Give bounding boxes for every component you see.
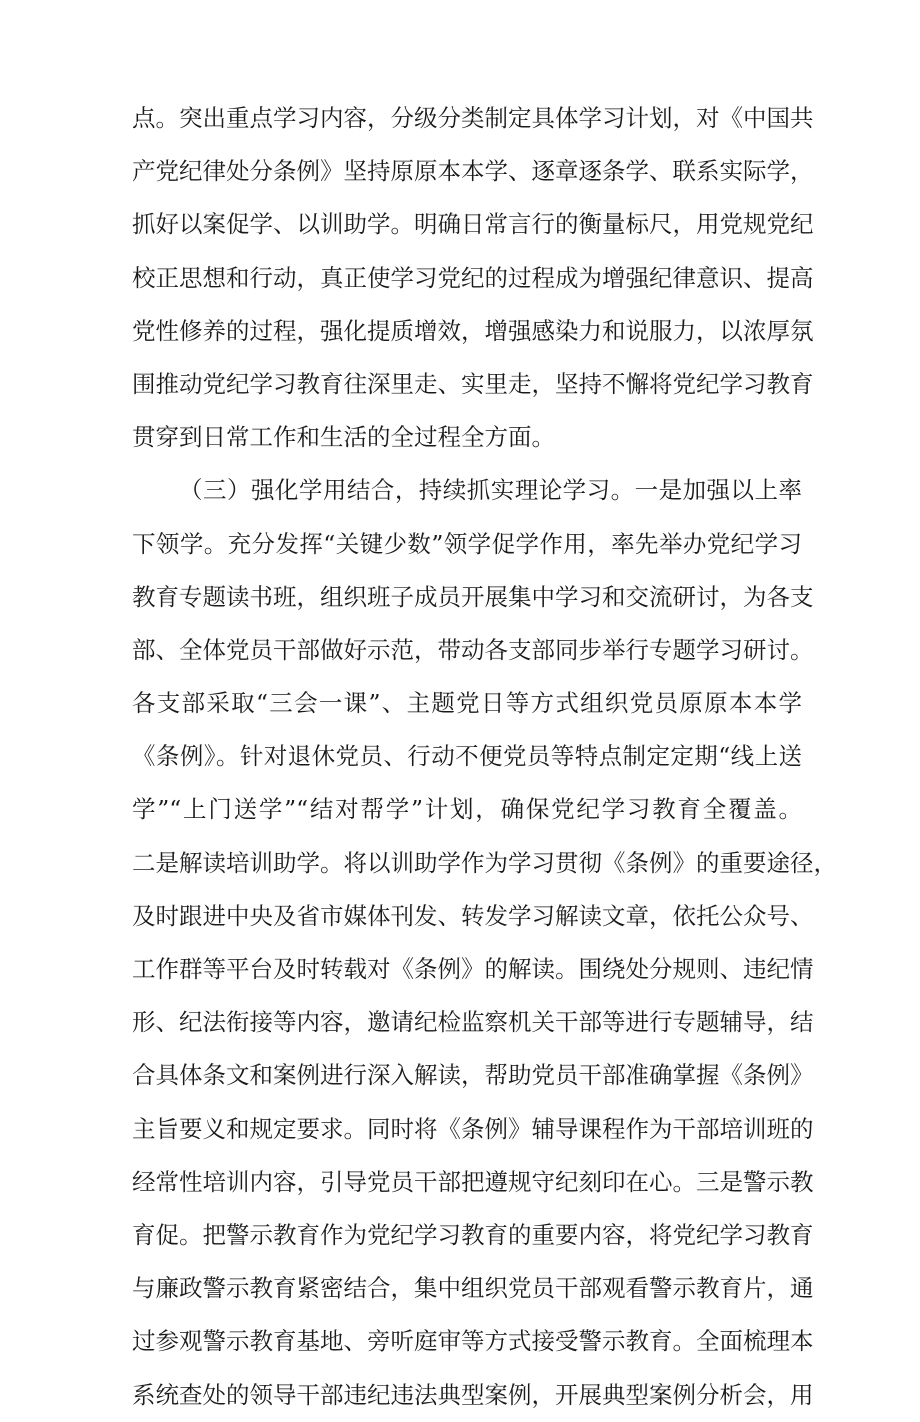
text-line: 各支部采取“三会一课”、主题党日等方式组织党员原原本本学 [132,689,802,718]
text-line: 及时跟进中央及省市媒体刊发、转发学习解读文章，依托公众号、 [132,901,814,930]
text-line: 校正思想和行动，真正使学习党纪的过程成为增强纪律意识、提高 [132,263,814,292]
body-text [132,92,837,1422]
text-line: 产党纪律处分条例》坚持原原本本学、逐章逐条学、联系实际学， [132,157,814,186]
text-line: 育促。把警示教育作为党纪学习教育的重要内容，将党纪学习教育 [132,1220,814,1249]
text-line: 经常性培训内容，引导党员干部把遵规守纪刻印在心。三是警示教 [132,1167,814,1196]
text-line: 二是解读培训助学。将以训助学作为学习贯彻《条例》的重要途径， [132,848,837,877]
text-line: 党性修养的过程，强化提质增效，增强感染力和说服力，以浓厚氛 [132,316,814,345]
text-line: 下领学。充分发挥“关键少数”领学促学作用，率先举办党纪学习 [132,529,802,558]
text-line: 合具体条文和案例进行深入解读，帮助党员干部准确掌握《条例》 [132,1061,814,1090]
text-line: 点。突出重点学习内容，分级分类制定具体学习计划，对《中国共 [132,104,814,132]
text-line: 与廉政警示教育紧密结合，集中组织党员干部观看警示教育片，通 [132,1274,814,1303]
text-line: 部、全体党员干部做好示范，带动各支部同步举行专题学习研讨。 [132,635,814,664]
section-heading-line: （三）强化学用结合，持续抓实理论学习。一是加强以上率 [179,476,802,505]
text-line: 工作群等平台及时转载对《条例》的解读。围绕处分规则、违纪情 [132,955,814,983]
text-line: 贯穿到日常工作和生活的全过程全方面。 [132,423,555,452]
text-line: 教育专题读书班，组织班子成员开展集中学习和交流研讨，为各支 [132,582,814,611]
text-line: 抓好以案促学、以训助学。明确日常言行的衡量标尺，用党规党纪 [132,210,814,239]
text-line: 系统查处的领导干部违纪违法典型案例，开展典型案例分析会，用 [132,1380,814,1409]
text-line: 围推动党纪学习教育往深里走、实里走，坚持不懈将党纪学习教育 [132,369,814,398]
text-line: 主旨要义和规定要求。同时将《条例》辅导课程作为干部培训班的 [132,1114,814,1143]
text-line: 《条例》。针对退休党员、行动不便党员等特点制定定期“线上送 [132,742,802,771]
text-line: 形、纪法衔接等内容，邀请纪检监察机关干部等进行专题辅导，结 [132,1008,814,1037]
text-line: 过参观警示教育基地、旁听庭审等方式接受警示教育。全面梳理本 [132,1327,814,1356]
text-line: 学”“上门送学”“结对帮学”计划，确保党纪学习教育全覆盖。 [132,795,802,824]
